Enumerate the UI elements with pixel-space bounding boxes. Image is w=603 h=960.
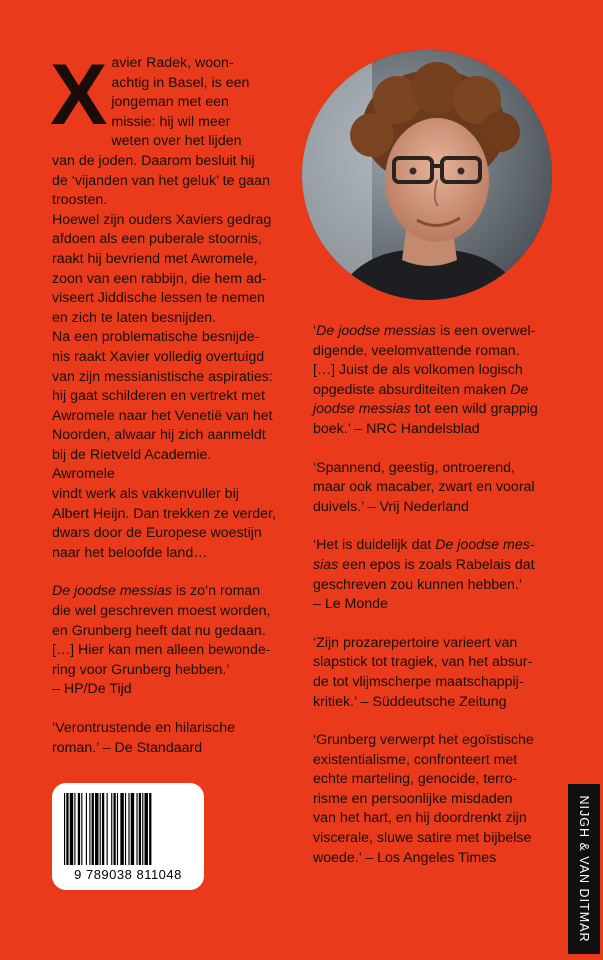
quote-text: ‘Grunberg verwerpt het egoïstische bbox=[313, 732, 534, 749]
quote-text: kritiek.’ – Süddeutsche Zeitung bbox=[313, 693, 507, 710]
quote-line bbox=[52, 602, 276, 622]
review-quote bbox=[313, 322, 543, 440]
quote-line bbox=[313, 731, 543, 751]
left-quotes bbox=[52, 582, 276, 758]
author-photo bbox=[302, 50, 552, 300]
quote-line bbox=[52, 582, 276, 602]
book-title-italic: joodse messias bbox=[313, 401, 411, 418]
quote-text: die wel geschreven moest worden, bbox=[52, 603, 271, 620]
synopsis-line: jongeman met een bbox=[111, 94, 229, 111]
quote-line bbox=[313, 653, 543, 673]
barcode-bars bbox=[62, 793, 194, 865]
quote-text: ring voor Grunberg hebben.’ bbox=[52, 661, 230, 678]
quote-line bbox=[313, 498, 543, 518]
synopsis bbox=[50, 47, 276, 563]
spine-label bbox=[568, 784, 600, 954]
quote-text: ‘Verontrustende en hilarische bbox=[52, 720, 235, 736]
review-quote bbox=[52, 719, 276, 758]
synopsis-line: de ‘vijanden van het geluk’ te gaan bbox=[52, 172, 270, 189]
quote-text: is zo’n roman bbox=[171, 583, 261, 600]
publisher-name: NIJGH & VAN DITMAR bbox=[577, 795, 591, 943]
synopsis-line: en zich te laten besnijden. bbox=[52, 309, 217, 326]
quote-line bbox=[52, 739, 276, 759]
quote-text: de tot vlijmscherpe maatschappij- bbox=[313, 673, 524, 690]
quote-text: ‘Zijn prozarepertoire varieert van bbox=[313, 634, 518, 651]
review-quotes bbox=[313, 322, 543, 887]
quote-line bbox=[313, 322, 543, 342]
book-title-italic: De joodse messias bbox=[316, 323, 437, 339]
book-title-italic: sias bbox=[313, 556, 339, 573]
quote-text: risme en persoonlijke misdaden bbox=[313, 790, 513, 807]
quote-line bbox=[313, 693, 543, 713]
quote-line bbox=[313, 556, 543, 576]
quote-text: boek.’ – NRC Handelsblad bbox=[313, 420, 480, 437]
synopsis-line: raakt hij bevriend met Awromele, bbox=[52, 250, 258, 267]
quote-text: roman.’ – De Standaard bbox=[52, 739, 203, 756]
quote-text: – Le Monde bbox=[313, 596, 388, 613]
isbn-barcode bbox=[52, 783, 204, 890]
book-title-italic: De bbox=[510, 381, 529, 398]
quote-line bbox=[52, 719, 276, 739]
synopsis-line: Na een problematische besnijde- bbox=[52, 329, 260, 346]
quote-text: digende, veelomvattende roman. bbox=[313, 342, 520, 359]
quote-line bbox=[313, 790, 543, 810]
synopsis-line: missie: hij wil meer bbox=[111, 113, 231, 130]
quote-line bbox=[313, 478, 543, 498]
quote-line bbox=[313, 634, 543, 654]
synopsis-line: nis raakt Xavier volledig overtuigd bbox=[52, 348, 265, 365]
quote-line bbox=[313, 849, 543, 869]
quote-line bbox=[313, 809, 543, 829]
quote-text: woede.’ – Los Angeles Times bbox=[313, 849, 497, 866]
quote-line bbox=[52, 680, 276, 700]
quote-text: tot een wild grappig bbox=[410, 401, 538, 418]
review-quote bbox=[52, 582, 276, 700]
review-quote bbox=[313, 731, 543, 868]
synopsis-line: hij gaat schilderen en vertrekt met bbox=[52, 388, 265, 405]
quote-line bbox=[313, 420, 543, 440]
quote-line bbox=[313, 342, 543, 362]
quote-text: […] Juist de als volkomen logisch bbox=[313, 362, 523, 379]
synopsis-line: Awromele naar het Venetië van het bbox=[52, 407, 273, 424]
quote-line bbox=[313, 770, 543, 790]
quote-line bbox=[313, 595, 543, 615]
drop-cap: X bbox=[50, 47, 108, 143]
quote-line bbox=[52, 622, 276, 642]
synopsis-line: van de joden. Daarom besluit hij bbox=[52, 152, 255, 169]
quote-text: – HP/De Tijd bbox=[52, 681, 132, 698]
synopsis-line: Albert Heijn. Dan trekken ze verder, bbox=[52, 505, 276, 522]
quote-line bbox=[313, 673, 543, 693]
quote-text: een epos is zoals Rabelais dat bbox=[338, 556, 535, 573]
quote-text: ‘Het is duidelijk dat bbox=[313, 537, 436, 554]
synopsis-line: troosten. bbox=[52, 192, 108, 209]
synopsis-line: zoon van een rabbijn, die hem ad- bbox=[52, 270, 267, 287]
quote-text: […] Hier kan men alleen bewonde- bbox=[52, 642, 271, 659]
quote-line bbox=[52, 661, 276, 681]
synopsis-line: vindt werk als vakkenvuller bij bbox=[52, 486, 239, 503]
book-title-italic: De joodse mes- bbox=[435, 537, 535, 554]
quote-text: ‘ bbox=[313, 323, 317, 339]
quote-text: ‘Spannend, geestig, ontroerend, bbox=[313, 459, 515, 476]
synopsis-line: afdoen als een puberale stoornis, bbox=[52, 231, 262, 248]
synopsis-line: naar het beloofde land… bbox=[52, 544, 208, 561]
book-title-italic: De joodse messias bbox=[52, 583, 172, 600]
quote-text: en Grunberg heeft dat nu gedaan. bbox=[52, 622, 266, 639]
quote-text: is een overwel- bbox=[436, 323, 536, 339]
quote-line bbox=[313, 361, 543, 381]
synopsis-line: Hoewel zijn ouders Xaviers gedrag bbox=[52, 211, 272, 228]
synopsis-line: Noorden, alwaar hij zich aanmeldt bbox=[52, 427, 266, 444]
synopsis-line: weten over het lijden bbox=[111, 133, 242, 150]
synopsis-line: avier Radek, woon- bbox=[111, 55, 234, 71]
quote-text: geschreven zou kunnen hebben.’ bbox=[313, 576, 523, 593]
quote-line bbox=[313, 381, 543, 401]
synopsis-line: bij de Rietveld Academie. Awromele bbox=[52, 446, 212, 483]
quote-text: opgediste absurditeiten maken bbox=[313, 381, 511, 398]
review-quote bbox=[313, 536, 543, 614]
quote-text: duivels.’ – Vrij Nederland bbox=[313, 498, 469, 515]
synopsis-line: van zijn messianistische aspiraties: bbox=[52, 368, 273, 385]
quote-text: maar ook macaber, zwart en vooral bbox=[313, 479, 535, 496]
review-quote bbox=[313, 459, 543, 518]
quote-line bbox=[313, 459, 543, 479]
synopsis-line: dwars door de Europese woestijn bbox=[52, 525, 262, 542]
quote-line bbox=[313, 829, 543, 849]
quote-line bbox=[52, 641, 276, 661]
quote-text: slapstick tot tragiek, van het absur- bbox=[313, 654, 533, 671]
quote-line bbox=[313, 400, 543, 420]
synopsis-line: achtig in Basel, is een bbox=[111, 74, 250, 91]
quote-text: existentialisme, confronteert met bbox=[313, 751, 518, 768]
synopsis-column bbox=[50, 47, 276, 777]
quote-line bbox=[313, 536, 543, 556]
synopsis-line: viseert Jiddische lessen te nemen bbox=[52, 290, 265, 307]
isbn-number: 9 789038 811048 bbox=[74, 867, 182, 882]
quote-line bbox=[313, 576, 543, 596]
review-quote bbox=[313, 634, 543, 712]
quote-text: viscerale, sluwe satire met bijbelse bbox=[313, 830, 532, 847]
quote-text: echte marteling, genocide, terro- bbox=[313, 771, 518, 788]
quote-line bbox=[313, 751, 543, 771]
quote-text: van het hart, en hij doordrenkt zijn bbox=[313, 810, 527, 827]
